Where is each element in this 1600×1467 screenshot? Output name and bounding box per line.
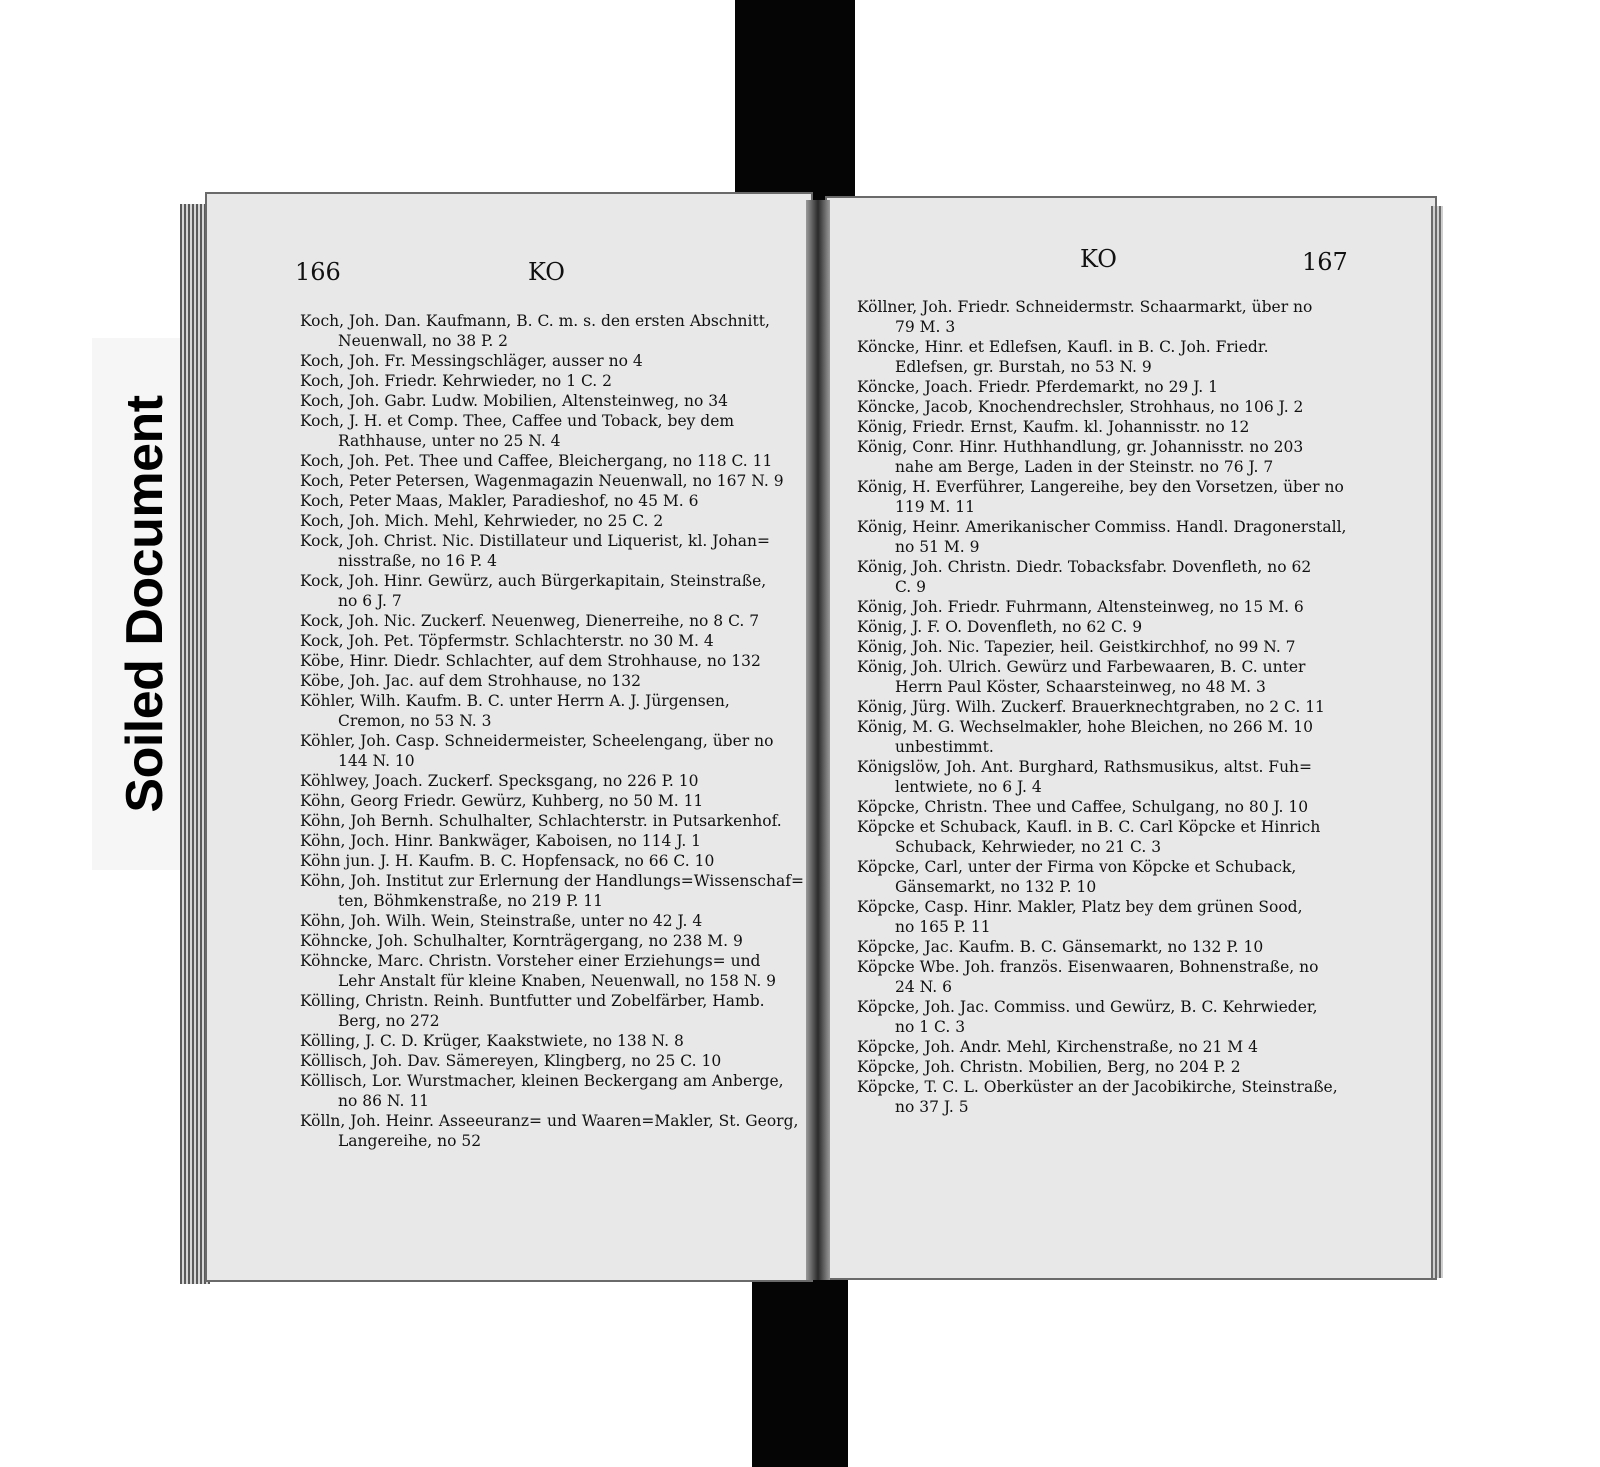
directory-entry: König, Joh. Friedr. Fuhrmann, Altensteinweg, no 15 M. 6	[857, 598, 1304, 616]
directory-entry: Köncke, Joach. Friedr. Pferdemarkt, no 29 J. 1	[857, 378, 1218, 396]
directory-entry: Köllisch, Lor. Wurstmacher, kleinen Beckergang am Anberge,	[300, 1072, 784, 1090]
document-label: Soiled Document	[116, 395, 174, 813]
book-page-edges-right	[1431, 206, 1443, 1278]
directory-entry-continuation: 79 M. 3	[895, 318, 956, 336]
directory-entry-continuation: Edlefsen, gr. Burstah, no 53 N. 9	[895, 358, 1152, 376]
directory-entry: Koch, Joh. Gabr. Ludw. Mobilien, Altensteinweg, no 34	[300, 392, 728, 410]
binding-strip-bottom	[752, 1265, 848, 1467]
directory-entry: Köpcke, Christn. Thee und Caffee, Schulgang, no 80 J. 10	[857, 798, 1309, 816]
right-page-number: 167	[1302, 248, 1348, 276]
directory-entry: Koch, Peter Maas, Makler, Paradieshof, no 45 M. 6	[300, 492, 699, 510]
directory-entry: König, Joh. Ulrich. Gewürz und Farbewaaren, B. C. unter	[857, 658, 1306, 676]
directory-entry-continuation: no 1 C. 3	[895, 1018, 966, 1036]
directory-entry-continuation: Rathhause, unter no 25 N. 4	[338, 432, 561, 450]
directory-entry-continuation: 119 M. 11	[895, 498, 975, 516]
directory-entry: Köpcke Wbe. Joh. französ. Eisenwaaren, Bohnenstraße, no	[857, 958, 1319, 976]
directory-entry: Köpcke, Joh. Jac. Commiss. und Gewürz, B. C. Kehrwieder,	[857, 998, 1318, 1016]
directory-entry: Koch, Joh. Dan. Kaufmann, B. C. m. s. den ersten Abschnitt,	[300, 312, 770, 330]
directory-entry: Köhlwey, Joach. Zuckerf. Specksgang, no 226 P. 10	[300, 772, 699, 790]
directory-entry: König, M. G. Wechselmakler, hohe Bleichen, no 266 M. 10	[857, 718, 1313, 736]
directory-entry-continuation: nisstraße, no 16 P. 4	[338, 552, 498, 570]
directory-entry-continuation: Berg, no 272	[338, 1012, 440, 1030]
directory-entry: Köhn, Georg Friedr. Gewürz, Kuhberg, no 50 M. 11	[300, 792, 704, 810]
directory-entry: Köncke, Hinr. et Edlefsen, Kaufl. in B. C. Joh. Friedr.	[857, 338, 1269, 356]
directory-entry: Köbe, Joh. Jac. auf dem Strohhause, no 132	[300, 672, 642, 690]
directory-entry-continuation: Cremon, no 53 N. 3	[338, 712, 492, 730]
directory-entry: Köhn, Joh. Institut zur Erlernung der Handlungs=Wissenschaf=	[300, 872, 804, 890]
directory-entry: Köhn, Joch. Hinr. Bankwäger, Kaboisen, no 114 J. 1	[300, 832, 702, 850]
directory-entry: Köhncke, Marc. Christn. Vorsteher einer Erziehungs= und	[300, 952, 761, 970]
directory-entry: Köhn, Joh Bernh. Schulhalter, Schlachterstr. in Putsarkenhof.	[300, 812, 782, 830]
directory-entry: Köhler, Joh. Casp. Schneidermeister, Scheelengang, über no	[300, 732, 774, 750]
directory-entry: Königslöw, Joh. Ant. Burghard, Rathsmusikus, altst. Fuh=	[857, 758, 1313, 776]
directory-entry-continuation: unbestimmt.	[895, 738, 994, 756]
directory-entry: Kölling, Christn. Reinh. Buntfutter und Zobelfärber, Hamb.	[300, 992, 765, 1010]
directory-entry: König, Joh. Christn. Diedr. Tobacksfabr. Dovenfleth, no 62	[857, 558, 1312, 576]
directory-entry: Köhncke, Joh. Schulhalter, Kornträgergang, no 238 M. 9	[300, 932, 743, 950]
directory-entry: Köpcke, Joh. Christn. Mobilien, Berg, no 204 P. 2	[857, 1058, 1241, 1076]
directory-entry-continuation: Schuback, Kehrwieder, no 21 C. 3	[895, 838, 1162, 856]
right-entry-list	[857, 297, 1425, 1117]
directory-entry: König, J. F. O. Dovenfleth, no 62 C. 9	[857, 618, 1143, 636]
directory-entry: Köhn jun. J. H. Kaufm. B. C. Hopfensack, no 66 C. 10	[300, 852, 715, 870]
directory-entry: Köpcke et Schuback, Kaufl. in B. C. Carl Köpcke et Hinrich	[857, 818, 1321, 836]
directory-entry: Koch, Joh. Pet. Thee und Caffee, Bleichergang, no 118 C. 11	[300, 452, 773, 470]
directory-entry: Kölling, J. C. D. Krüger, Kaakstwiete, no 138 N. 8	[300, 1032, 684, 1050]
directory-entry: König, Conr. Hinr. Huthhandlung, gr. Johannisstr. no 203	[857, 438, 1304, 456]
book-spine	[806, 200, 830, 1280]
directory-entry-continuation: no 86 N. 11	[338, 1092, 430, 1110]
directory-entry-continuation: no 165 P. 11	[895, 918, 991, 936]
directory-entry: Köpcke, T. C. L. Oberküster an der Jacobikirche, Steinstraße,	[857, 1078, 1338, 1096]
directory-entry: Kock, Joh. Nic. Zuckerf. Neuenweg, Dienerreihe, no 8 C. 7	[300, 612, 760, 630]
directory-entry-continuation: 144 N. 10	[338, 752, 415, 770]
directory-entry-continuation: Herrn Paul Köster, Schaarsteinweg, no 48 M. 3	[895, 678, 1266, 696]
directory-entry-continuation: Neuenwall, no 38 P. 2	[338, 332, 509, 350]
directory-entry: Koch, Joh. Fr. Messingschläger, ausser no 4	[300, 352, 643, 370]
directory-entry: Koch, Joh. Mich. Mehl, Kehrwieder, no 25 C. 2	[300, 512, 664, 530]
directory-entry: Köllner, Joh. Friedr. Schneidermstr. Schaarmarkt, über no	[857, 298, 1313, 316]
directory-entry: Köbe, Hinr. Diedr. Schlachter, auf dem Strohhause, no 132	[300, 652, 761, 670]
binding-strip-top	[735, 0, 855, 210]
directory-entry: Köhler, Wilh. Kaufm. B. C. unter Herrn A. J. Jürgensen,	[300, 692, 730, 710]
directory-entry: Köllisch, Joh. Dav. Sämereyen, Klingberg, no 25 C. 10	[300, 1052, 722, 1070]
directory-entry-continuation: Langereihe, no 52	[338, 1132, 482, 1150]
directory-entry-continuation: no 6 J. 7	[338, 592, 402, 610]
directory-entry-continuation: lentwiete, no 6 J. 4	[895, 778, 1042, 796]
directory-entry: Köpcke, Carl, unter der Firma von Köpcke et Schuback,	[857, 858, 1297, 876]
directory-entry-continuation: no 51 M. 9	[895, 538, 980, 556]
left-entry-list	[300, 311, 804, 1151]
right-running-head: KO	[1080, 245, 1117, 273]
directory-entry: Köpcke, Casp. Hinr. Makler, Platz bey dem grünen Sood,	[857, 898, 1303, 916]
directory-entry-continuation: Gänsemarkt, no 132 P. 10	[895, 878, 1097, 896]
left-page-number: 166	[295, 258, 341, 286]
directory-entry: Koch, Peter Petersen, Wagenmagazin Neuenwall, no 167 N. 9	[300, 472, 784, 490]
directory-entry: Koch, Joh. Friedr. Kehrwieder, no 1 C. 2	[300, 372, 613, 390]
directory-entry: Köncke, Jacob, Knochendrechsler, Strohhaus, no 106 J. 2	[857, 398, 1304, 416]
directory-entry: Kock, Joh. Pet. Töpfermstr. Schlachterstr. no 30 M. 4	[300, 632, 714, 650]
directory-entry: Koch, J. H. et Comp. Thee, Caffee und Toback, bey dem	[300, 412, 735, 430]
directory-entry: Köpcke, Jac. Kaufm. B. C. Gänsemarkt, no 132 P. 10	[857, 938, 1264, 956]
directory-entry-continuation: ten, Böhmkenstraße, no 219 P. 11	[338, 892, 604, 910]
directory-entry: König, Joh. Nic. Tapezier, heil. Geistkirchhof, no 99 N. 7	[857, 638, 1296, 656]
left-running-head: KO	[528, 258, 565, 286]
directory-entry: Kock, Joh. Hinr. Gewürz, auch Bürgerkapitain, Steinstraße,	[300, 572, 767, 590]
directory-entry: Köhn, Joh. Wilh. Wein, Steinstraße, unter no 42 J. 4	[300, 912, 703, 930]
directory-entry-continuation: Lehr Anstalt für kleine Knaben, Neuenwall, no 158 N. 9	[338, 972, 777, 990]
directory-entry: König, Heinr. Amerikanischer Commiss. Handl. Dragonerstall,	[857, 518, 1347, 536]
directory-entry: König, Friedr. Ernst, Kaufm. kl. Johannisstr. no 12	[857, 418, 1250, 436]
directory-entry: Kock, Joh. Christ. Nic. Distillateur und Liquerist, kl. Johan=	[300, 532, 770, 550]
directory-entry-continuation: no 37 J. 5	[895, 1098, 969, 1116]
directory-entry: König, Jürg. Wilh. Zuckerf. Brauerknechtgraben, no 2 C. 11	[857, 698, 1325, 716]
directory-entry: Köpcke, Joh. Andr. Mehl, Kirchenstraße, no 21 M 4	[857, 1038, 1258, 1056]
directory-entry: König, H. Everführer, Langereihe, bey den Vorsetzen, über no	[857, 478, 1344, 496]
directory-entry-continuation: nahe am Berge, Laden in der Steinstr. no 76 J. 7	[895, 458, 1274, 476]
directory-entry-continuation: 24 N. 6	[895, 978, 952, 996]
directory-entry-continuation: C. 9	[895, 578, 927, 596]
directory-entry: Kölln, Joh. Heinr. Asseeuranz= und Waaren=Makler, St. Georg,	[300, 1112, 799, 1130]
